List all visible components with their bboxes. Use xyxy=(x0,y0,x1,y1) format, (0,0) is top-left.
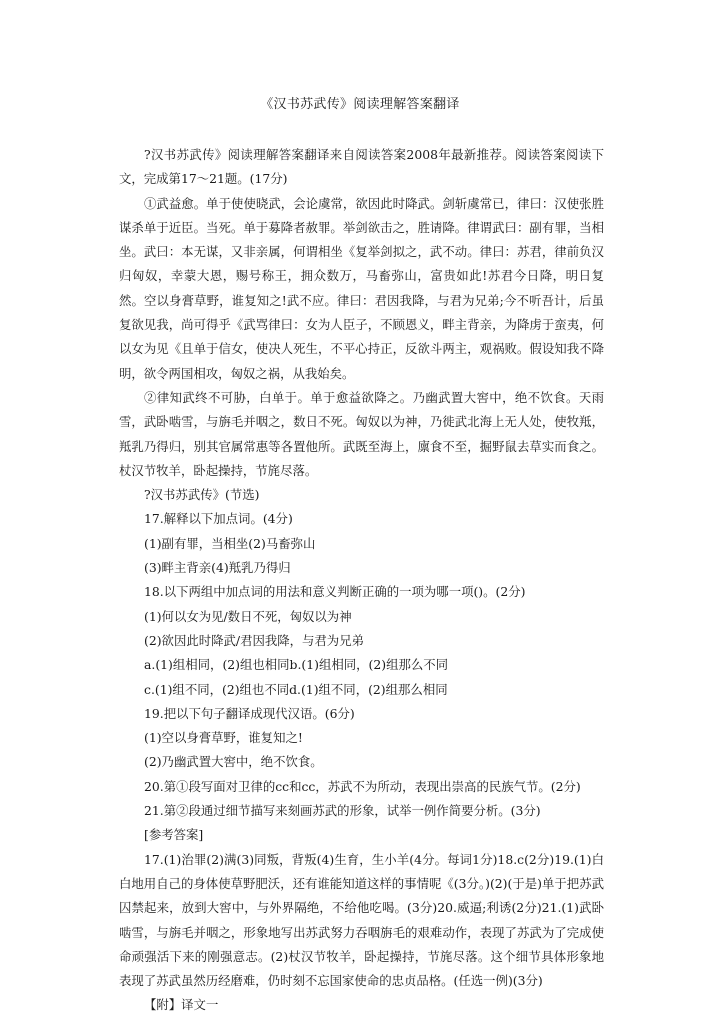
document-title: 《汉书苏武传》阅读理解答案翻译 xyxy=(260,97,460,112)
question-19-item-2: (2)乃幽武置大窖中，绝不饮食。 xyxy=(144,754,323,770)
question-18-group-2: (2)欲因此时降武/君因我降，与君为兄弟 xyxy=(144,632,364,648)
answer-header: [参考答案] xyxy=(144,827,204,843)
question-17-items-a: (1)副有罪，当相坐(2)马畜弥山 xyxy=(144,535,316,551)
question-18-options-ab: a.(1)组相同，(2)组也相同b.(1)组相同，(2)组那么不同 xyxy=(144,657,449,673)
source-line: ?汉书苏武传》(节选) xyxy=(144,487,260,503)
question-17: 17.解释以下加点词。(4分) xyxy=(144,511,293,527)
question-19-item-1: (1)空以身膏草野，谁复知之! xyxy=(144,730,303,746)
question-18-options-cd: c.(1)组不同，(2)组也不同d.(1)组不同，(2)组那么相同 xyxy=(144,681,448,697)
passage-paragraph-1: ①武益愈。单于使使晓武，会论虞常，欲因此时降武。剑斩虞常已，律曰：汉使张胜谋杀单于近臣。当死。单于募降者赦罪。举剑欲击之，胜请降。律谓武曰：副有罪，当相坐。武曰：本无谋，又非亲属，何谓相坐《复举剑拟之，武不动。律曰：苏君，律前负汉归匈奴，幸蒙大恩，赐号称王，拥众数万，马畜弥山，富贵如此!苏君今日降，明日复然。空以身膏草野，谁复知之!武不应。律曰：君因我降，与君为兄弟;今不听吾计，后虽复欲见我，尚可得乎《武骂律曰：女为人臣子，不顾恩义，畔主背亲，为降虏于蛮夷，何以女为见《且单于信女，使决人死生，不平心持正，反欲斗两主，观祸败。假设知我不降明，欲令两国相攻，匈奴之祸，从我始矣。 xyxy=(119,195,604,381)
question-18: 18.以下两组中加点词的用法和意义判断正确的一项为哪一项()。(2分) xyxy=(144,584,526,600)
question-19: 19.把以下句子翻译成现代汉语。(6分) xyxy=(144,705,355,721)
intro-paragraph: ?汉书苏武传》阅读理解答案翻译来自阅读答案2008年最新推荐。阅读答案阅读下文，完成第17～21题。(17分) xyxy=(119,147,604,187)
document-body xyxy=(119,143,604,1018)
question-21: 21.第②段通过细节描写来刻画苏武的形象，试举一例作简要分析。(3分) xyxy=(144,803,541,819)
answer-text: 17.(1)治罪(2)满(3)同叛，背叛(4)生育，生小羊(4分。每词1分)18.c(2分)19.(1)白白地用自己的身体使草野肥沃，还有谁能知道这样的事情呢《(3分。)(2)(于是)单于把苏武囚禁起来，放到大窖中，与外界隔绝，不给他吃喝。(3分)20.威逼;利诱(2分)21.(1)武卧啮雪，与旃毛并咽之，形象地写出苏武努力吞咽旃毛的艰难动作，表现了苏武为了完成使命顽强活下来的刚强意志。(2)杖汉节牧羊，卧起操持，节旄尽落。这个细节具体形象地表现了苏武虽然历经磨难，仍时刻不忘国家使命的忠贞品格。(任选一例)(3分) xyxy=(119,851,604,989)
question-20: 20.第①段写面对卫律的cc和cc，苏武不为所动，表现出崇高的民族气节。(2分) xyxy=(144,778,581,794)
passage-paragraph-2: ②律知武终不可胁，白单于。单于愈益欲降之。乃幽武置大窖中，绝不饮食。天雨雪，武卧啮雪，与旃毛并咽之，数日不死。匈奴以为神，乃徙武北海上无人处，使牧羝，羝乳乃得归，别其官属常惠等各置他所。武既至海上，廪食不至，掘野鼠去草实而食之。杖汉节牧羊，卧起操持，节旄尽落。 xyxy=(119,389,604,478)
question-17-items-b: (3)畔主背亲(4)羝乳乃得归 xyxy=(144,560,291,576)
question-18-group-1: (1)何以女为见/数日不死，匈奴以为神 xyxy=(144,608,352,624)
appendix-heading: 【附】译文一 xyxy=(144,997,219,1013)
